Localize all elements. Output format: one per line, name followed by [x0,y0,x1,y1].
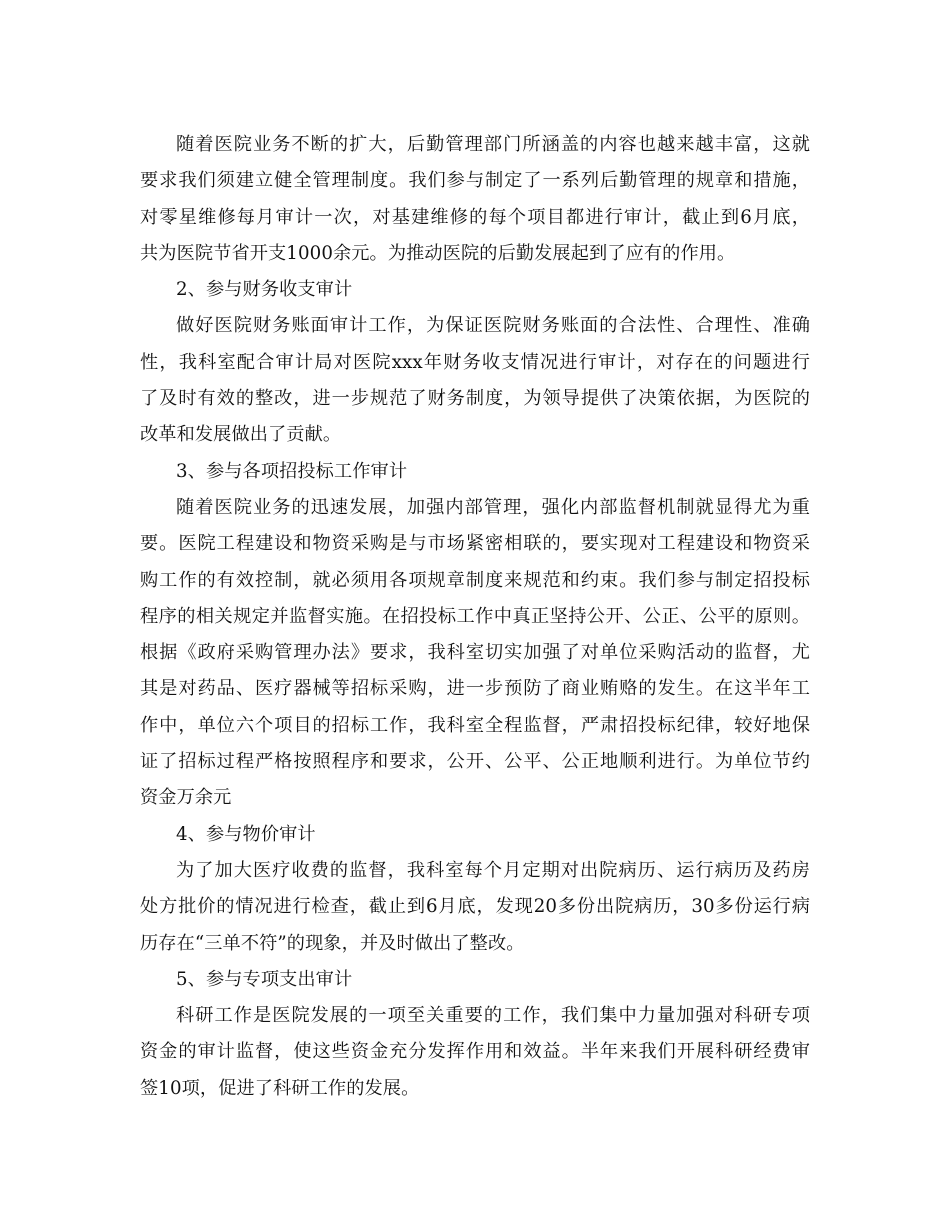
paragraph-line: 资金万余元 [140,787,232,809]
paragraph-line: 签10项，促进了科研工作的发展。 [140,1077,420,1099]
section-heading: 5、参与专项支出审计 [176,968,353,990]
paragraph-line: 程序的相关规定并监督实施。在招投标工作中真正坚持公开、公正、公平的原则。 [140,605,810,627]
paragraph-line: 根据《政府采购管理办法》要求，我科室切实加强了对单位采购活动的监督，尤 [140,642,810,664]
paragraph-line: 共为医院节省开支1000余元。为推动医院的后勤发展起到了应有的作用。 [140,242,736,264]
paragraph-line: 历存在“三单不符”的现象，并及时做出了整改。 [140,932,525,954]
paragraph-line: 科研工作是医院发展的一项至关重要的工作，我们集中力量加强对科研专项 [176,1005,810,1027]
paragraph-line: 要求我们须建立健全管理制度。我们参与制定了一系列后勤管理的规章和措施， [140,170,810,192]
section-heading: 3、参与各项招投标工作审计 [176,460,408,482]
paragraph-line: 购工作的有效控制，就必须用各项规章制度来规范和约束。我们参与制定招投标 [140,569,810,591]
paragraph-line: 做好医院财务账面审计工作，为保证医院财务账面的合法性、合理性、准确 [176,315,810,337]
paragraph-line: 其是对药品、医疗器械等招标采购，进一步预防了商业贿赂的发生。在这半年工 [140,678,810,700]
section-heading: 2、参与财务收支审计 [176,279,353,301]
paragraph-line: 处方批价的情况进行检查，截止到6月底，发现20多份出院病历，30多份运行病 [140,896,810,918]
paragraph-line: 资金的审计监督，使这些资金充分发挥作用和效益。半年来我们开展科研经费审 [140,1041,810,1063]
paragraph-line: 随着医院业务不断的扩大，后勤管理部门所涵盖的内容也越来越丰富，这就 [176,134,810,155]
section-heading: 4、参与物价审计 [176,823,316,845]
paragraph-line: 性，我科室配合审计局对医院xxx年财务收支情况进行审计，对存在的问题进行 [140,351,810,373]
paragraph-line: 了及时有效的整改，进一步规范了财务制度，为领导提供了决策依据，为医院的 [140,388,810,410]
document-body [140,127,810,1107]
paragraph-line: 为了加大医疗收费的监督，我科室每个月定期对出院病历、运行病历及药房 [176,859,810,881]
paragraph-line: 作中，单位六个项目的招标工作，我科室全程监督，严肃招投标纪律，较好地保 [140,714,810,736]
paragraph-line: 要。医院工程建设和物资采购是与市场紧密相联的，要实现对工程建设和物资采 [140,533,810,555]
paragraph-line: 证了招标过程严格按照程序和要求，公开、公平、公正地顺利进行。为单位节约 [140,751,810,773]
paragraph-line: 对零星维修每月审计一次，对基建维修的每个项目都进行审计，截止到6月底， [140,206,810,228]
paragraph-line: 改革和发展做出了贡献。 [140,424,342,446]
paragraph-line: 随着医院业务的迅速发展，加强内部管理，强化内部监督机制就显得尤为重 [176,496,810,518]
